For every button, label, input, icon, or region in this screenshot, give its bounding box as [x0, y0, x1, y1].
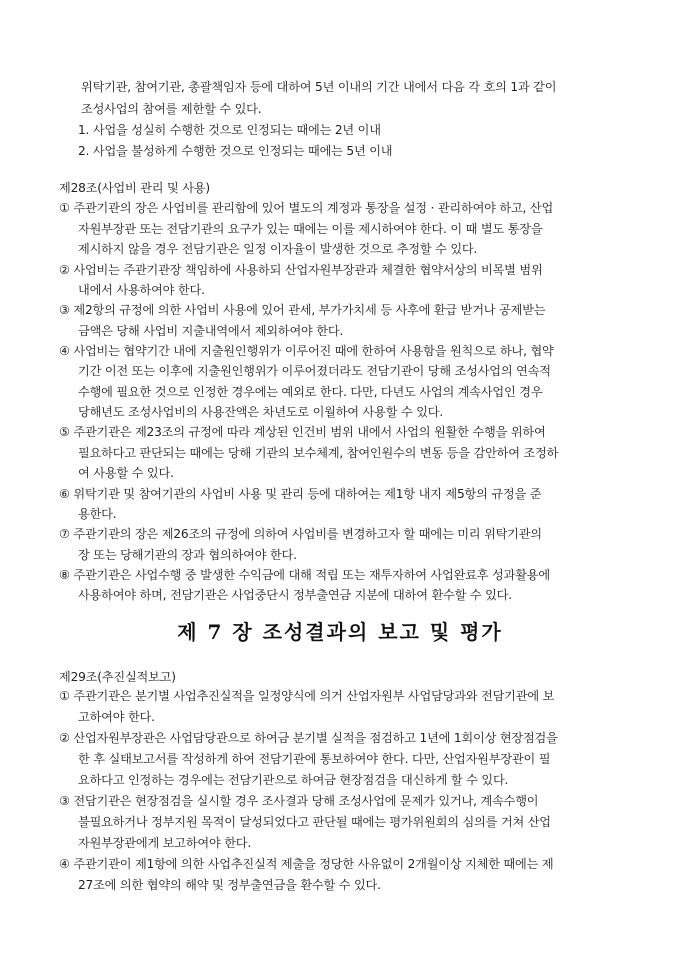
article-28-paragraph-line: ③ 제2항의 규정에 의한 사업비 사용에 있어 관세, 부가가치세 등 사후에 환급 받거나 공제받는	[59, 303, 546, 317]
article-28-paragraph-line: ⑥ 위탁기관 및 참여기관의 사업비 사용 및 관리 등에 대하여는 제1항 내지 제5항의 규정을 준	[59, 487, 542, 501]
article-29-paragraph-line: 자원부장관에게 보고하여야 한다.	[78, 836, 252, 850]
intro-item: 2. 사업을 불성하게 수행한 것으로 인정되는 때에는 5년 이내	[78, 144, 393, 158]
article-29-paragraph-line: ③ 전담기관은 현장점검을 실시할 경우 조사결과 당해 조성사업에 문제가 있거나, 계속수행이	[59, 794, 539, 808]
article-29-paragraph-line: ④ 주관기관이 제1항에 의한 사업추진실적 제출을 정당한 사유없이 2개월이상 지체한 때에는 제	[59, 857, 554, 871]
article-28-paragraph-line: 필요하다고 판단되는 때에는 당해 기관의 보수체계, 참여인원수의 변동 등을 감안하여 조정하	[78, 446, 559, 460]
article-28-paragraph-line: 자원부장관 또는 전담기관의 요구가 있는 때에는 이를 제시하여야 한다. 이 때 별도 통장을	[78, 222, 543, 236]
article-29-paragraph-line: ① 주관기관은 분기별 사업추진실적을 일정양식에 의거 산업자원부 사업담당과와 전담기관에 보	[59, 689, 555, 703]
article-28-paragraph-line: 사용하여야 하며, 전담기관은 사업중단시 정부출연금 지분에 대하여 환수할 수 있다.	[78, 588, 512, 602]
article-28-paragraph-line: 금액은 당해 사업비 지출내역에서 제외하여야 한다.	[78, 324, 344, 338]
intro-line: 조성사업의 참여를 제한할 수 있다.	[81, 102, 262, 116]
article-28-paragraph-line: ④ 사업비는 협약기간 내에 지출원인행위가 이루어진 때에 한하여 사용함을 원칙으로 하나, 협약	[59, 344, 554, 358]
article-29-paragraph-line: ② 산업자원부장관은 사업담당관으로 하여금 분기별 실적을 점검하고 1년에 1회이상 현장점검을	[59, 731, 558, 745]
chapter-heading: 제 7 장 조성결과의 보고 및 평가	[177, 620, 503, 644]
article-28-paragraph-line: ② 사업비는 주관기관장 책임하에 사용하되 산업자원부장관과 체결한 협약서상의 비목별 범위	[59, 263, 543, 277]
article-28-paragraph-line: 내에서 사용하여야 한다.	[78, 283, 205, 297]
article-28-title: 제28조(사업비 관리 및 사용)	[59, 181, 210, 195]
article-29-paragraph-line: 한 후 실태보고서를 작성하게 하여 전담기관에 통보하여야 한다. 다만, 산업자원부장관이 필	[78, 752, 551, 766]
article-28-paragraph-line: 당해년도 조성사업비의 사용잔액은 차년도로 이월하여 사용할 수 있다.	[78, 405, 444, 419]
article-28-paragraph-line: 용한다.	[78, 507, 117, 521]
article-29-paragraph-line: 고하여야 한다.	[78, 710, 155, 724]
article-28-paragraph-line: ⑤ 주관기관은 제23조의 규정에 따라 계상된 인건비 범위 내에서 사업의 원활한 수행을 위하여	[59, 425, 546, 439]
article-29-paragraph-line: 27조에 의한 협약의 해약 및 정부출연금을 환수할 수 있다.	[78, 878, 381, 892]
intro-item: 1. 사업을 성실히 수행한 것으로 인정되는 때에는 2년 이내	[78, 123, 381, 137]
article-28-paragraph-line: ① 주관기관의 장은 사업비를 관리함에 있어 별도의 계정과 통장을 설정 · 관리하여야 하고, 산업	[59, 201, 554, 215]
article-28-paragraph-line: 기간 이전 또는 이후에 지출원인행위가 이루어졌더라도 전담기관이 당해 조성사업의 연속적	[78, 364, 551, 378]
article-29-paragraph-line: 불필요하거나 정부지원 목적이 달성되었다고 판단될 때에는 평가위원회의 심의를 거쳐 산업	[78, 815, 551, 829]
article-28-paragraph-line: ⑦ 주관기관의 장은 제26조의 규정에 의하여 사업비를 변경하고자 할 때에는 미리 위탁기관의	[59, 527, 542, 541]
article-29-title: 제29조(추진실적보고)	[59, 670, 176, 684]
article-29-paragraph-line: 요하다고 인정하는 경우에는 전담기관으로 하여금 현장점검을 대신하게 할 수 있다.	[78, 773, 509, 787]
intro-line: 위탁기관, 참여기관, 총괄책임자 등에 대하여 5년 이내의 기간 내에서 다음 각 호의 1과 같이	[81, 80, 557, 94]
article-28-paragraph-line: 여 사용할 수 있다.	[78, 466, 174, 480]
article-28-paragraph-line: ⑧ 주관기관은 사업수행 중 발생한 수익금에 대해 적립 또는 재투자하여 사업완료후 성과활용에	[59, 568, 550, 582]
article-28-paragraph-line: 장 또는 당해기관의 장과 협의하여야 한다.	[78, 548, 297, 562]
article-28-paragraph-line: 수행에 필요한 것으로 인정한 경우에는 예외로 한다. 다만, 다년도 사업의 계속사업인 경우	[78, 385, 543, 399]
article-28-paragraph-line: 제시하지 않을 경우 전담기관은 일정 이자율이 발생한 것으로 추정할 수 있다.	[78, 242, 478, 256]
